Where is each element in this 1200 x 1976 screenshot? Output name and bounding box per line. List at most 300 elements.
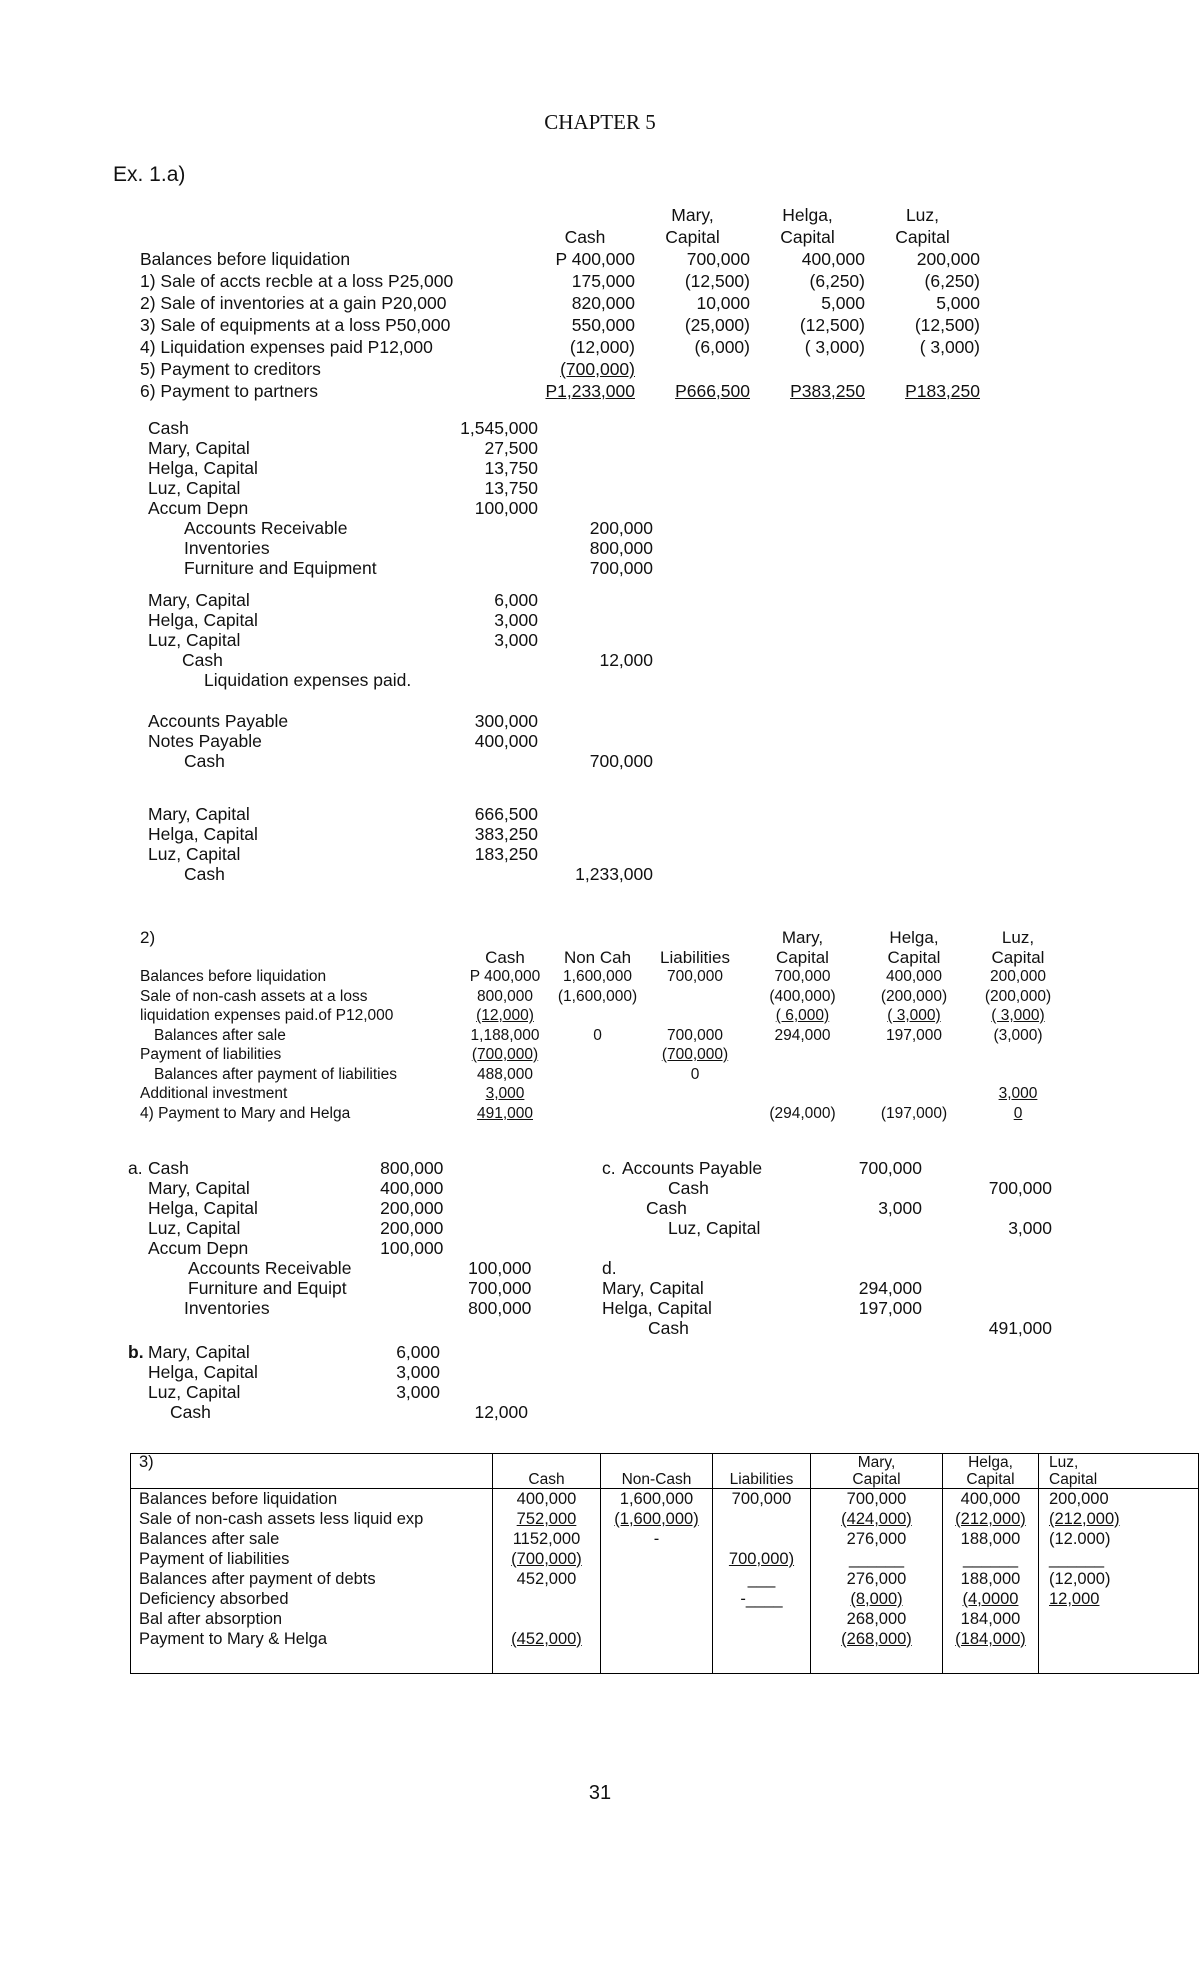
debit-amount: 3,000 [396, 1382, 440, 1402]
credit-amount: 200,000 [589, 518, 653, 538]
table-cell [601, 1609, 713, 1629]
journal-line [602, 1298, 1052, 1318]
table-row [140, 967, 1068, 987]
table-cell: 452,000 [493, 1569, 601, 1589]
row-label: Payment of liabilities [140, 1046, 282, 1063]
col-header-helga: Helga, [943, 1454, 1039, 1472]
debit-amount [423, 538, 538, 558]
credit-amount: 12,000 [599, 650, 653, 670]
table-cell: 175,000 [571, 271, 635, 291]
table-cell: (12,000) [1039, 1569, 1199, 1589]
table-cell: (700,000) [471, 1046, 539, 1063]
row-label: liquidation expenses paid.of P12,000 [140, 1007, 394, 1024]
col-header-luz: Luz, [1039, 1454, 1199, 1472]
credit-amount [922, 1278, 1052, 1298]
col-header-capital: Capital [665, 227, 720, 247]
table-cell [601, 1589, 713, 1609]
credit-amount [922, 1158, 1052, 1178]
row-label: Additional investment [140, 1085, 288, 1102]
journal-line [602, 1178, 1052, 1198]
journal-line [148, 864, 653, 884]
credit-amount: 700,000 [589, 751, 653, 771]
table-cell: 10,000 [696, 293, 750, 313]
debit-amount [351, 1278, 443, 1298]
journal-line [148, 478, 653, 498]
credit-amount [538, 438, 653, 458]
table-cell: (12,500) [914, 315, 980, 335]
table-cell [645, 1006, 745, 1026]
table-cell: P1,233,000 [545, 381, 635, 401]
entry-label: b. [128, 1342, 144, 1362]
debit-amount [423, 558, 538, 578]
table-cell: ______ [943, 1549, 1039, 1569]
journal-line [148, 844, 653, 864]
account-name: Cash [668, 1178, 709, 1198]
account-name: Cash [184, 751, 225, 771]
table-row [140, 292, 980, 314]
journal-line [128, 1198, 531, 1218]
journal-line [128, 1178, 531, 1198]
row-label: Balances before liquidation [140, 968, 327, 985]
debit-amount: 100,000 [474, 498, 538, 518]
table-cell: ___ [713, 1569, 811, 1589]
empty-cell [601, 1649, 713, 1674]
account-name: Mary, Capital [148, 438, 250, 458]
journal-line [602, 1198, 1052, 1218]
row-label: 2) Sale of inventories at a gain P20,000 [140, 293, 447, 313]
table-cell: P383,250 [790, 381, 865, 401]
table-row [140, 314, 980, 336]
credit-amount [538, 824, 653, 844]
debit-amount [351, 1298, 443, 1318]
table-cell: (400,000) [769, 987, 836, 1005]
table-cell: (6,250) [924, 271, 980, 291]
row-label: Balances after sale [139, 1530, 280, 1548]
journal-line [148, 538, 653, 558]
row-label: Balances after payment of liabilities [154, 1065, 397, 1083]
table-cell: 1,600,000 [563, 968, 632, 985]
debit-amount: 200,000 [380, 1198, 444, 1218]
table-cell: 276,000 [811, 1569, 943, 1589]
account-name: Accum Depn [148, 498, 249, 518]
table-cell: 700,000) [713, 1549, 811, 1569]
table-cell [1039, 1609, 1199, 1629]
table-cell: 0 [1013, 1104, 1023, 1122]
table-row [140, 358, 980, 380]
credit-amount [538, 630, 653, 650]
table-row [131, 1529, 1199, 1549]
journal-line [128, 1218, 531, 1238]
row-label: 6) Payment to partners [140, 381, 318, 401]
account-name: Mary, Capital [148, 1178, 250, 1198]
journal-entries-1 [148, 418, 653, 578]
journal-line [148, 558, 653, 578]
journal-line [128, 1342, 528, 1362]
table-cell: 1,188,000 [470, 1026, 540, 1044]
table-cell [601, 1549, 713, 1569]
journal-entries-3 [148, 711, 653, 771]
table-cell [550, 1006, 645, 1026]
journal-line [148, 731, 653, 751]
debit-amount: 800,000 [380, 1158, 444, 1178]
account-name: Helga, Capital [148, 1362, 258, 1382]
table-cell [635, 358, 750, 380]
table-cell: (6,250) [809, 271, 865, 291]
debit-amount [423, 751, 538, 771]
table-cell [550, 1084, 645, 1104]
credit-amount: 800,000 [589, 538, 653, 558]
debit-amount: 200,000 [380, 1218, 444, 1238]
journal-line [128, 1238, 531, 1258]
account-name: Accounts Payable [148, 711, 289, 731]
journal-entry-d [602, 1258, 1052, 1338]
table-cell: (700,000) [493, 1549, 601, 1569]
table-cell: 550,000 [571, 315, 635, 335]
col-header-capital: Capital [811, 1471, 943, 1489]
credit-amount [443, 1178, 531, 1198]
journal-line [148, 751, 653, 771]
col-header-capital: Capital [1039, 1471, 1199, 1489]
row-label: 3) Sale of equipments at a loss P50,000 [140, 315, 451, 335]
debit-amount: 3,000 [878, 1198, 922, 1218]
debit-amount: 197,000 [858, 1298, 922, 1318]
account-name: Helga, Capital [148, 458, 258, 478]
table-cell: 188,000 [943, 1569, 1039, 1589]
table-cell: 0 [690, 1065, 700, 1083]
empty-cell [493, 1649, 601, 1674]
table-cell: (6,000) [694, 337, 750, 357]
table-row [131, 1649, 1199, 1674]
table-cell: 700,000 [713, 1489, 811, 1510]
table-cell: 12,000 [1039, 1589, 1199, 1609]
col-header-helga: Helga, [889, 928, 939, 947]
account-name: Inventories [184, 1298, 270, 1318]
credit-amount [922, 1198, 1052, 1218]
credit-amount [922, 1298, 1052, 1318]
table-cell: (8,000) [811, 1589, 943, 1609]
liquidation-statement-2 [140, 928, 1068, 1123]
credit-amount [538, 711, 653, 731]
table-cell: 276,000 [811, 1529, 943, 1549]
journal-line [128, 1158, 531, 1178]
table-cell [750, 358, 865, 380]
table-cell: 0 [593, 1026, 602, 1044]
debit-amount [807, 1318, 922, 1338]
table-cell [713, 1509, 811, 1529]
account-name: Luz, Capital [668, 1218, 761, 1238]
table-cell: 3,000 [998, 1085, 1038, 1102]
journal-line [128, 1298, 531, 1318]
table-cell [645, 987, 745, 1007]
col-header-noncash: Non-Cash [601, 1471, 713, 1489]
account-name: Luz, Capital [148, 1382, 241, 1402]
table-cell: (268,000) [811, 1629, 943, 1649]
table-cell: 294,000 [774, 1026, 831, 1044]
table-cell: 400,000 [943, 1489, 1039, 1510]
table-cell: 5,000 [936, 293, 980, 313]
journal-line [148, 804, 653, 824]
table-cell [860, 1045, 968, 1065]
table-cell: 400,000 [493, 1489, 601, 1510]
journal-line [148, 438, 653, 458]
account-name: Cash [182, 650, 223, 670]
journal-line [602, 1218, 1052, 1238]
row-label: Balances after sale [154, 1026, 286, 1044]
journal-line [128, 1382, 528, 1402]
journal-line [148, 670, 653, 690]
table-cell: (700,000) [661, 1046, 729, 1063]
journal-line [602, 1318, 1052, 1338]
account-name: Cash [170, 1402, 211, 1422]
table-cell: ______ [811, 1549, 943, 1569]
row-label: Balances after payment of debts [139, 1570, 376, 1588]
table-cell: 400,000 [801, 249, 865, 269]
spacer [128, 1178, 148, 1198]
table-cell: (12.000) [1039, 1529, 1199, 1549]
row-label: Deficiency absorbed [139, 1590, 289, 1608]
debit-amount: 3,000 [494, 630, 538, 650]
empty-cell [713, 1649, 811, 1674]
table-cell: P666,500 [675, 381, 750, 401]
table-row [131, 1629, 1199, 1649]
part2-label: 2) [140, 928, 156, 947]
account-name: Cash [148, 1158, 189, 1178]
journal-line [148, 498, 653, 518]
account-name: Mary, Capital [148, 804, 250, 824]
table-cell: (212,000) [943, 1509, 1039, 1529]
account-name: Mary, Capital [148, 1342, 250, 1362]
account-name: Liquidation expenses paid. [204, 670, 412, 690]
account-name: Luz, Capital [148, 630, 241, 650]
table-cell: 197,000 [885, 1026, 943, 1044]
table-cell: 200,000 [1039, 1489, 1199, 1510]
credit-amount: 700,000 [468, 1278, 532, 1298]
credit-amount: 100,000 [468, 1258, 532, 1278]
credit-amount [538, 804, 653, 824]
debit-amount [423, 650, 538, 670]
table-cell: (3,000) [993, 1026, 1043, 1044]
table-row [140, 1045, 1068, 1065]
col-header-capital: Capital [776, 947, 829, 967]
table-cell [968, 1065, 1068, 1085]
row-label: Balances before liquidation [139, 1490, 338, 1508]
col-header-cash: Cash [485, 947, 525, 967]
table-cell [860, 1084, 968, 1104]
debit-amount: 700,000 [858, 1158, 922, 1178]
table-cell: 700,000 [666, 968, 724, 985]
table-cell: 1,600,000 [601, 1489, 713, 1510]
row-label: 1) Sale of accts recble at a loss P25,000 [140, 271, 454, 291]
credit-amount [538, 418, 653, 438]
table-cell: 268,000 [811, 1609, 943, 1629]
account-name: Mary, Capital [602, 1278, 704, 1298]
table-row [131, 1609, 1199, 1629]
debit-amount: 13,750 [484, 478, 538, 498]
table-cell: P 400,000 [555, 249, 635, 269]
col-header-luz: Luz, [905, 205, 940, 225]
col-header-cash: Cash [564, 227, 606, 247]
table-cell [860, 1065, 968, 1085]
debit-amount: 294,000 [858, 1278, 922, 1298]
credit-amount: 12,000 [474, 1402, 528, 1422]
entry-label: c. [602, 1158, 616, 1178]
table-cell: - [601, 1529, 713, 1549]
table-cell: 184,000 [943, 1609, 1039, 1629]
empty-cell [1039, 1649, 1199, 1674]
part3-label: 3) [139, 1453, 154, 1471]
journal-line [148, 418, 653, 438]
table-row [140, 1104, 1068, 1124]
table-row [131, 1589, 1199, 1609]
account-name: Furniture and Equipment [184, 558, 377, 578]
credit-amount: 700,000 [589, 558, 653, 578]
debit-amount: 383,250 [474, 824, 538, 844]
credit-amount [538, 731, 653, 751]
table-cell: (1,600,000) [557, 987, 638, 1005]
table-cell: (197,000) [880, 1104, 948, 1122]
col-header-mary: Mary, [781, 928, 824, 947]
table-cell [645, 1084, 745, 1104]
journal-line [602, 1278, 1052, 1298]
journal-entry-a [128, 1158, 531, 1318]
chapter-title: CHAPTER 5 [544, 110, 656, 134]
table-cell: P183,250 [905, 381, 980, 401]
table-cell: (12,500) [684, 271, 750, 291]
journal-line [128, 1258, 531, 1278]
table-cell: (1,600,000) [601, 1509, 713, 1529]
spacer [128, 1402, 148, 1422]
table-cell: 188,000 [943, 1529, 1039, 1549]
table-cell [745, 1045, 860, 1065]
col-header-noncash: Non Cah [563, 947, 632, 967]
page-number: 31 [588, 1782, 612, 1804]
account-name: Accum Depn [148, 1238, 249, 1258]
account-name: Luz, Capital [148, 1218, 241, 1238]
table-cell: (200,000) [984, 987, 1052, 1005]
journal-line [602, 1158, 1052, 1178]
table-cell: 491,000 [476, 1104, 534, 1122]
debit-amount [807, 1178, 922, 1198]
table-cell: ( 3,000) [887, 1007, 941, 1024]
account-name: Cash [646, 1198, 687, 1218]
account-name: Luz, Capital [148, 478, 241, 498]
debit-amount: 400,000 [474, 731, 538, 751]
table-cell [745, 1084, 860, 1104]
row-label: 4) Liquidation expenses paid P12,000 [140, 337, 433, 357]
debit-amount: 1,545,000 [460, 418, 538, 438]
account-name: Accounts Receivable [184, 518, 348, 538]
account-name: Helga, Capital [148, 610, 258, 630]
table-cell: ( 3,000) [991, 1007, 1045, 1024]
table-cell [493, 1609, 601, 1629]
debit-amount: 3,000 [396, 1362, 440, 1382]
empty-cell [131, 1649, 493, 1674]
credit-amount [443, 1218, 531, 1238]
journal-line [148, 610, 653, 630]
table-cell [1039, 1629, 1199, 1649]
table-row [131, 1489, 1199, 1510]
table-cell: (12,500) [799, 315, 865, 335]
col-header-liabilities: Liabilities [660, 947, 730, 967]
table-cell: 200,000 [989, 968, 1047, 985]
table-cell [550, 1045, 645, 1065]
credit-amount [443, 1198, 531, 1218]
spacer [128, 1382, 148, 1402]
table-cell: P 400,000 [469, 968, 541, 985]
table-row [140, 1065, 1068, 1085]
account-name: Notes Payable [148, 731, 262, 751]
debit-amount [348, 1402, 440, 1422]
table-row [140, 1084, 1068, 1104]
debit-amount [423, 864, 538, 884]
row-label: Payment to Mary & Helga [139, 1630, 327, 1648]
table-cell: 700,000 [666, 1026, 724, 1044]
spacer [128, 1198, 148, 1218]
debit-amount [423, 518, 538, 538]
table-cell: 800,000 [476, 987, 534, 1005]
table-cell [745, 1065, 860, 1085]
account-name: Luz, Capital [148, 844, 241, 864]
debit-amount [351, 1258, 443, 1278]
table-row [140, 380, 980, 402]
credit-amount [538, 478, 653, 498]
spacer [602, 1198, 622, 1218]
col-header-capital: Capital [991, 947, 1045, 967]
empty-cell [811, 1649, 943, 1674]
table-cell: 400,000 [885, 968, 943, 985]
entry-label: d. [602, 1258, 617, 1278]
table-cell: (212,000) [1039, 1509, 1199, 1529]
journal-line [602, 1258, 1052, 1278]
journal-line [128, 1278, 531, 1298]
debit-amount: 666,500 [474, 804, 538, 824]
table-cell: (424,000) [811, 1509, 943, 1529]
spacer [128, 1238, 148, 1258]
credit-amount [538, 670, 653, 690]
row-label: Sale of non-cash assets less liquid exp [139, 1510, 424, 1528]
col-header-mary: Mary, [671, 205, 714, 225]
row-label: Sale of non-cash assets at a loss [140, 987, 368, 1005]
table-cell [601, 1629, 713, 1649]
col-header-helga: Helga, [782, 205, 833, 225]
table-row [140, 1006, 1068, 1026]
account-name: Inventories [184, 538, 270, 558]
liquidation-statement-1 [140, 204, 980, 402]
spacer [602, 1178, 622, 1198]
credit-amount [443, 1238, 531, 1258]
table-cell: (184,000) [943, 1629, 1039, 1649]
row-label: 4) Payment to Mary and Helga [140, 1104, 351, 1122]
table-cell [968, 1045, 1068, 1065]
row-label: Bal after absorption [139, 1610, 283, 1628]
table-row [131, 1549, 1199, 1569]
debit-amount: 3,000 [494, 610, 538, 630]
table-cell: (12,000) [569, 337, 635, 357]
row-label: Balances before liquidation [140, 249, 351, 269]
table-cell: (452,000) [493, 1629, 601, 1649]
spacer [128, 1362, 148, 1382]
journal-entries-2 [148, 590, 653, 690]
spacer [128, 1258, 148, 1278]
debit-amount: 6,000 [396, 1342, 440, 1362]
credit-amount: 1,233,000 [575, 864, 653, 884]
table-cell: (700,000) [560, 359, 635, 379]
col-header-mary: Mary, [811, 1454, 943, 1472]
journal-line [148, 518, 653, 538]
table-row [140, 336, 980, 358]
table-cell: -____ [713, 1589, 811, 1609]
table-row [140, 987, 1068, 1007]
